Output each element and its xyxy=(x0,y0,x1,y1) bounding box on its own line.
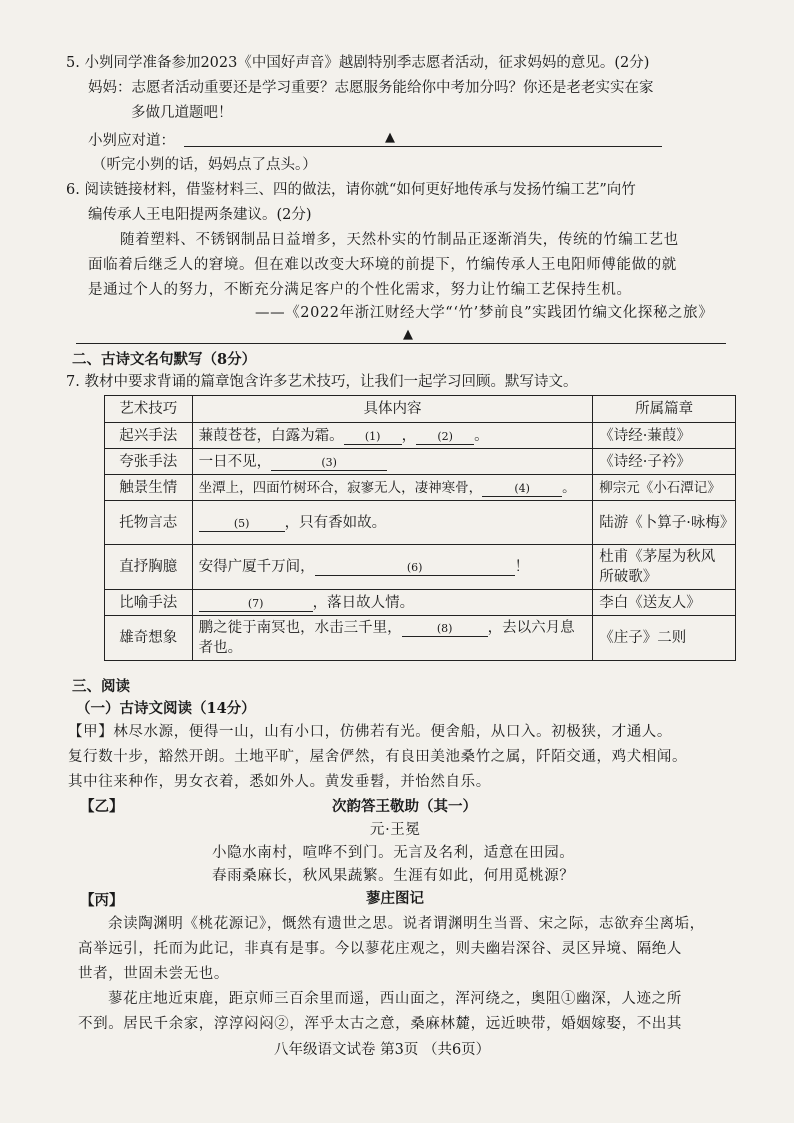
header-source: 所属篇章 xyxy=(593,396,736,423)
blank-5[interactable]: (5) xyxy=(199,517,285,532)
source-cell: 李白《送友人》 xyxy=(593,590,736,616)
q6-material-line1: 随着塑料、不锈钢制品日益增多，天然朴实的竹制品正逐渐消失，传统的竹编工艺也 xyxy=(120,232,679,248)
yi-line1: 小隐水南村，喧哗不到门。无言及名利，适意在田园。 xyxy=(212,845,575,861)
table-header-row xyxy=(105,396,736,423)
q5-answer-marker: ▲ xyxy=(385,130,395,145)
content-cell: 坐潭上，四面竹树环合，寂寥无人，凄神寒骨， (4) 。 xyxy=(192,475,593,501)
q6-material-line3: 是通过个人的努力，不断充分满足客户的个性化需求，努力让竹编工艺保持生机。 xyxy=(88,282,632,298)
bing-line1: 余读陶渊明《桃花源记》，慨然有遗世之思。说者谓渊明生当晋、宋之际，志欲弃尘离垢， xyxy=(108,916,705,932)
source-cell: 柳宗元《小石潭记》 xyxy=(593,475,736,501)
blank-6[interactable]: (6) xyxy=(315,561,515,576)
q6-line2: 编传承人王电阳提两条建议。(2分) xyxy=(88,207,312,223)
content-cell: (5) ，只有香如故。 xyxy=(192,501,593,545)
yi-label: 【乙】 xyxy=(80,798,124,815)
bing-line5: 不到。居民千余家，淳淳闷闷②，浑乎太古之意，桑麻林麓，远近映带，婚姻嫁娶，不出其 xyxy=(78,1016,682,1032)
table-row xyxy=(105,545,736,590)
table-row xyxy=(105,590,736,616)
q6-answer-marker: ▲ xyxy=(403,327,413,342)
blank-4[interactable]: (4) xyxy=(482,482,562,497)
technique-cell: 直抒胸臆 xyxy=(105,545,193,590)
technique-cell: 托物言志 xyxy=(105,501,193,545)
technique-cell: 起兴手法 xyxy=(105,423,193,449)
blank-3[interactable]: (3) xyxy=(271,456,387,471)
q6-line1: 6. 阅读链接材料，借鉴材料三、四的做法，请你就“如何更好地传承与发扬竹编工艺”向竹 xyxy=(66,182,636,198)
bing-line2: 高举远引，托而为此记，非真有是事。今以蓼花庄观之，则夫幽岩深谷、灵区异境、隔绝人 xyxy=(78,941,682,957)
section2-title: 二、古诗文名句默写（8分） xyxy=(72,351,257,368)
table-row xyxy=(105,475,736,501)
bing-line4: 蓼花庄地近束鹿，距京师三百余里而遥，西山面之，浑河绕之，奥阻①幽深，人迹之所 xyxy=(108,991,682,1007)
q5-answer-line[interactable] xyxy=(184,146,662,147)
header-technique: 艺术技巧 xyxy=(105,396,193,423)
bing-line3: 世者，世固未尝无也。 xyxy=(78,966,229,982)
yi-author: 元·王冕 xyxy=(370,822,421,838)
poetry-table xyxy=(104,395,736,661)
blank-2[interactable]: (2) xyxy=(416,430,474,445)
q6-source: ——《2022年浙江财经大学“‘竹’梦前良”实践团竹编文化探秘之旅》 xyxy=(255,305,714,321)
section3-sub1: （一）古诗文阅读（14分） xyxy=(76,700,256,717)
content-cell: (7) ，落日故人情。 xyxy=(192,590,593,616)
blank-1[interactable]: (1) xyxy=(344,430,402,445)
yi-line2: 春雨桑麻长，秋风果蔬繁。生涯有如此，何用觅桃源？ xyxy=(212,868,575,884)
header-content: 具体内容 xyxy=(192,396,593,423)
source-cell: 《诗经·蒹葭》 xyxy=(593,423,736,449)
q5-line5: （听完小刿的话，妈妈点了点头。） xyxy=(92,157,317,173)
q6-answer-line[interactable] xyxy=(76,343,726,344)
content-cell: 蒹葭苍苍，白露为霜。 (1) ， (2) 。 xyxy=(192,423,593,449)
q5-line3: 多做几道题吧！ xyxy=(131,105,233,121)
bing-label: 【丙】 xyxy=(80,892,124,909)
content-cell: 安得广厦千万间， (6) ！ xyxy=(192,545,593,590)
table-row xyxy=(105,616,736,661)
technique-cell: 雄奇想象 xyxy=(105,616,193,661)
table-row xyxy=(105,501,736,545)
q5-answer-label: 小刿应对道： xyxy=(88,133,175,149)
technique-cell: 夸张手法 xyxy=(105,449,193,475)
q6-material-line2: 面临着后继乏人的窘境。但在难以改变大环境的前提下，竹编传承人王电阳师傅能做的就 xyxy=(88,257,677,273)
table-row xyxy=(105,423,736,449)
blank-8[interactable]: (8) xyxy=(402,622,488,637)
jia-line3: 其中往来种作，男女衣着，悉如外人。黄发垂髫，并怡然自乐。 xyxy=(68,774,491,790)
yi-title: 次韵答王敬助（其一） xyxy=(332,798,477,815)
source-cell: 陆游《卜算子·咏梅》 xyxy=(593,501,736,545)
blank-7[interactable]: (7) xyxy=(199,597,313,612)
q7-prompt: 7. 教材中要求背诵的篇章饱含许多艺术技巧，让我们一起学习回顾。默写诗文。 xyxy=(66,374,578,390)
page-footer: 八年级语文试卷 第3页 （共6页） xyxy=(274,1042,491,1058)
table-row xyxy=(105,449,736,475)
jia-line2: 复行数十步，豁然开朗。土地平旷，屋舍俨然，有良田美池桑竹之属，阡陌交通，鸡犬相闻。 xyxy=(68,749,688,765)
technique-cell: 触景生情 xyxy=(105,475,193,501)
content-cell: 一日不见， (3) xyxy=(192,449,593,475)
content-cell: 鹏之徙于南冥也，水击三千里， (8) ，去以六月息者也。 xyxy=(192,616,593,661)
technique-cell: 比喻手法 xyxy=(105,590,193,616)
q5-line2: 妈妈：志愿者活动重要还是学习重要？志愿服务能给你中考加分吗？你还是老老实实在家 xyxy=(88,80,654,96)
q5-line1: 5. 小刿同学准备参加2023《中国好声音》越剧特别季志愿者活动，征求妈妈的意见。(2分) xyxy=(66,55,650,71)
jia-line1: 【甲】林尽水源，便得一山，山有小口，仿佛若有光。便舍船，从口入。初极狭，才通人。 xyxy=(68,724,672,740)
section3-title: 三、阅读 xyxy=(72,678,130,695)
bing-title: 蓼庄图记 xyxy=(366,890,424,907)
source-cell: 杜甫《茅屋为秋风所破歌》 xyxy=(593,545,736,590)
source-cell: 《诗经·子衿》 xyxy=(593,449,736,475)
source-cell: 《庄子》二则 xyxy=(593,616,736,661)
